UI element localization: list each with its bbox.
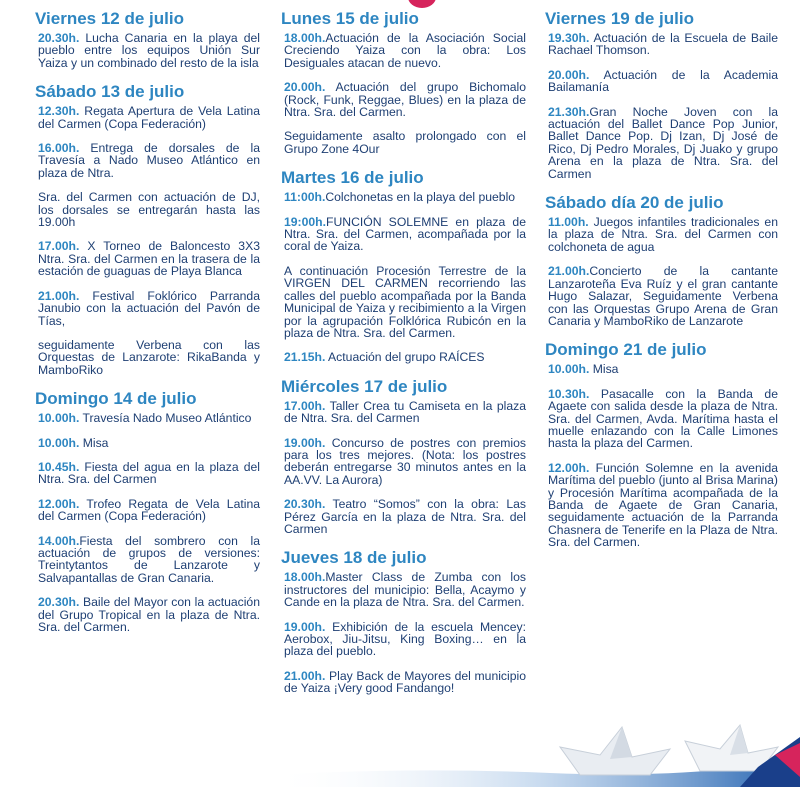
event-time: 21.30h. (548, 104, 590, 119)
event-description: Entrega de dorsales de la Travesía a Nado Museo Atlántico en plaza de Ntra. (38, 141, 260, 180)
event-time: 19.00h. (284, 435, 326, 450)
event-time: 12.30h. (38, 104, 80, 119)
event-time: 20.30h. (284, 497, 326, 512)
event-item (548, 216, 778, 253)
event-description: Juegos infantiles tradicionales en la plaza de Ntra. Sra. del Carmen con colchoneta de agua (548, 215, 778, 254)
event-item (38, 437, 260, 449)
event-time: 21.00h. (38, 288, 80, 303)
paper-boats-illustration (270, 697, 800, 787)
event-time: 12.00h. (38, 496, 80, 511)
event-item (38, 142, 260, 179)
day-heading: Sábado 13 de julio (35, 82, 185, 102)
schedule-column-1 (35, 8, 260, 645)
event-time: 10.00h. (548, 362, 590, 377)
event-time: 11.00h. (548, 215, 589, 230)
event-description: Fiesta del sombrero con la actuación de grupos de versiones: Treintytantos de Lanzarote y Salvapantallas de Gran Canaria. (38, 533, 260, 585)
day-heading: Viernes 12 de julio (35, 9, 184, 28)
event-time: 16.00h. (38, 141, 80, 156)
event-description: Función Solemne en la avenida Marítima del pueblo (junto al Brisa Marina) y Procesión Marítima acompañada de la Banda de Agaete de Gran Canaria, seguidamente actuación de la Parranda Chasnera de Tenerife en la Plaza de Ntra. Sra. del Carmen. (548, 460, 778, 550)
event-description: Festival Foklórico Parranda Janubio con la actuación del Pavón de Tías, (38, 288, 260, 328)
event-item (38, 290, 260, 327)
event-time: 17.00h. (38, 239, 80, 254)
event-item (548, 265, 778, 327)
event-time: 20.30h. (38, 31, 80, 45)
event-item (284, 670, 526, 695)
event-description: Concurso de postres con premios para los tres mejores. (Nota: los postres deberán entregarse 30 minutos antes en la AA.VV. La Aurora) (284, 435, 526, 487)
event-item (284, 400, 526, 425)
event-time: 21.00h. (284, 668, 326, 683)
event-item (548, 69, 778, 94)
event-time: 18.00h. (284, 31, 326, 45)
event-description: Fiesta del agua en la plaza del Ntra. Sra. del Carmen (38, 459, 260, 487)
event-time: 18.00h. (284, 570, 326, 585)
event-time: 19.00h. (284, 619, 326, 634)
flower-decoration (408, 0, 436, 8)
event-description: Gran Noche Joven con la actuación del Ballet Dance Pop Junior, Ballet Dance Pop. Dj Izan, Dj José de Rico, Dj Pedro Morales, Dj Juako y grupo Arena en la plaza de Ntra. Sra. del Carmen (548, 104, 778, 181)
event-item (548, 388, 778, 450)
event-item (284, 216, 526, 253)
event-description: Master Class de Zumba con los instructores del municipio: Bella, Acaymo y Cande en la plaza de Ntra. Sra. del Carmen. (284, 570, 526, 610)
event-time: 19:00h. (284, 214, 327, 229)
event-description: Pasacalle con la Banda de Agaete con salida desde la plaza de Ntra. Sra. del Carmen, Avda. Marítima hasta el muelle enlazando con la Calle Limones hasta la plaza del Carmen. (548, 386, 778, 451)
event-description: seguidamente Verbena con las Orquestas de Lanzarote: RikaBanda y MamboRiko (38, 337, 260, 377)
event-item (284, 498, 526, 535)
event-time: 11:00h. (284, 190, 326, 205)
event-time: 10.00h. (38, 435, 80, 450)
event-time: 17.00h. (284, 398, 326, 413)
event-item (284, 32, 526, 69)
event-description: Taller Crea tu Camiseta en la plaza de Ntra. Sra. del Carmen (284, 398, 526, 426)
event-time: 19.30h. (548, 31, 590, 45)
day-heading: Domingo 14 de julio (35, 389, 197, 409)
event-description: Actuación del grupo RAÍCES (325, 350, 485, 365)
day-heading: Domingo 21 de julio (545, 340, 707, 360)
event-time: 10.45h. (38, 459, 80, 474)
event-description: Trofeo Regata de Vela Latina del Carmen (Copa Federación) (38, 496, 260, 524)
event-description: Actuación de la Academia Bailamanía (548, 67, 778, 95)
day-heading: Martes 16 de julio (281, 168, 424, 188)
event-description: Concierto de la cantante Lanzaroteña Eva Ruíz y el gran cantante Hugo Salazar, Seguidamente Verbena con las Orquestas Grupo Arena de Gran Canaria y MamboRiko de Lanzarote (548, 264, 778, 328)
event-item (38, 461, 260, 486)
event-description: Regata Apertura de Vela Latina del Carmen (Copa Federación) (38, 104, 260, 131)
event-item (548, 106, 778, 180)
event-time: 20.00h. (548, 67, 590, 82)
event-item (284, 81, 526, 118)
event-description: A continuación Procesión Terrestre de la VIRGEN DEL CARMEN recorriendo las calles del pueblo acompañada por la Banda Municipal de Yaiza y recibimiento a la Virgen por la agrupación Folklórica Rubicón en la plaza de Ntra. Sra. del Carmen. (284, 263, 526, 340)
event-description: Misa (79, 435, 109, 450)
day-heading: Lunes 15 de julio (281, 9, 419, 28)
event-description: Exhibición de la escuela Mencey: Aerobox, Jiu-Jitsu, King Boxing… en la plaza del pueblo. (284, 619, 526, 659)
event-item (38, 105, 260, 130)
event-item (284, 130, 526, 155)
event-item (38, 339, 260, 376)
event-description: Colchonetas en la playa del pueblo (325, 190, 516, 205)
event-item (284, 437, 526, 487)
event-item (38, 596, 260, 633)
event-item (548, 32, 778, 57)
event-item (548, 363, 778, 375)
event-description: Sra. del Carmen con actuación de DJ, los dorsales se entregarán hasta las 19.00h (38, 190, 260, 230)
schedule-column-3 (545, 8, 778, 561)
event-description: Actuación del grupo Bichomalo (Rock, Funk, Reggae, Blues) en la plaza de Ntra. Sra. del Carmen. (284, 80, 526, 120)
event-item (284, 621, 526, 658)
event-description: Seguidamente asalto prolongado con el Grupo Zone 4Our (284, 129, 526, 156)
event-description: Travesía Nado Museo Atlántico (79, 411, 252, 426)
day-heading: Sábado día 20 de julio (545, 193, 724, 213)
event-time: 21.00h. (548, 264, 590, 279)
event-item (38, 535, 260, 585)
event-description: Baile del Mayor con la actuación del Grupo Tropical en la plaza de Ntra. Sra. del Carmen. (38, 595, 260, 634)
event-item (38, 498, 260, 523)
event-time: 10.00h. (38, 411, 80, 426)
day-heading: Viernes 19 de julio (545, 9, 694, 28)
schedule-column-2 (281, 8, 526, 707)
event-description: Play Back de Mayores del municipio de Yaiza ¡Very good Fandango! (284, 668, 526, 696)
event-time: 12.00h. (548, 460, 590, 475)
event-item (284, 571, 526, 608)
event-time: 20.30h. (38, 595, 80, 610)
event-item (284, 191, 526, 203)
event-description: Actuación de la Escuela de Baile Rachael Thomson. (548, 31, 778, 58)
event-item (38, 191, 260, 228)
event-item (38, 240, 260, 277)
event-description: Actuación de la Asociación Social Creciendo Yaiza con la obra: Los Desiguales atacan de nuevo. (284, 31, 526, 70)
event-time: 21.15h. (284, 350, 326, 365)
event-description: Teatro “Somos” con la obra: Las Pérez García en la plaza de Ntra. Sra. del Carmen (284, 497, 526, 536)
event-description: X Torneo de Baloncesto 3X3 Ntra. Sra. del Carmen en la trasera de la estación de guaguas de Playa Blanca (38, 239, 260, 279)
event-time: 10.30h. (548, 386, 590, 401)
event-time: 20.00h. (284, 80, 326, 95)
event-description: Misa (589, 362, 619, 377)
event-item (38, 412, 260, 424)
event-time: 14.00h. (38, 533, 80, 548)
event-item (38, 32, 260, 69)
event-item (284, 351, 526, 363)
event-description: FUNCIÓN SOLEMNE en plaza de Ntra. Sra. del Carmen, acompañada por la coral de Yaiza. (284, 214, 526, 254)
day-heading: Jueves 18 de julio (281, 548, 427, 568)
day-heading: Miércoles 17 de julio (281, 376, 448, 396)
event-item (548, 462, 778, 549)
event-description: Lucha Canaria en la playa del pueblo entre los equipos Unión Sur Yaiza y un combinado del resto de la isla (38, 31, 260, 70)
event-item (284, 265, 526, 339)
